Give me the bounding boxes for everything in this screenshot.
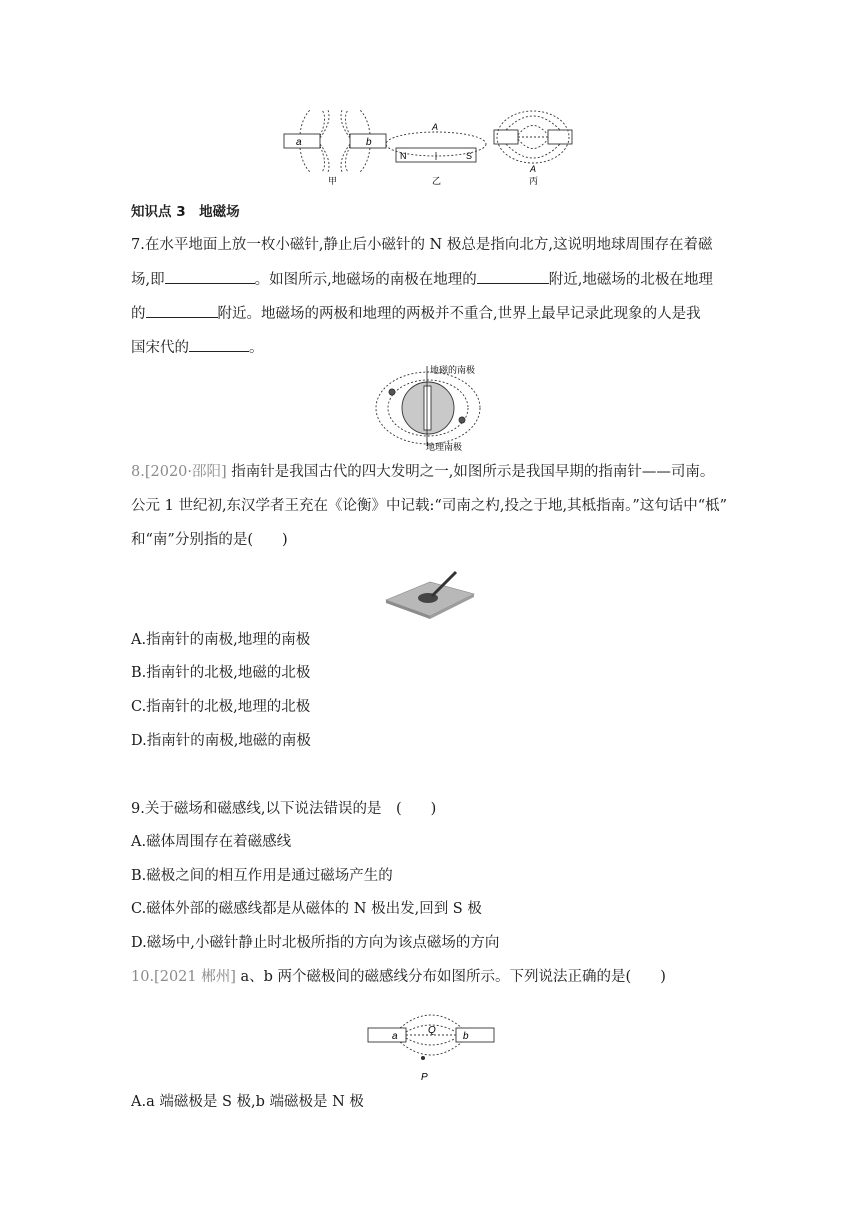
q7-line2: 场,即 。如图所示,地磁场的南极在地理的 附近,地磁场的北极在地理 (131, 269, 713, 290)
q10-stem: 10.[2021 郴州] a、b 两个磁极间的磁感线分布如图所示。下列说法正确的是( ) (131, 969, 666, 985)
q9-option-b[interactable]: B.磁极之间的相互作用是通过磁场产生的 (131, 868, 393, 884)
pole-a-label: a (392, 1031, 398, 1042)
earth-magnetic-field-figure (370, 362, 510, 454)
q8-source-tag: 8.[2020·邵阳] (131, 464, 227, 480)
magnetic-poles-figure (366, 1000, 496, 1086)
q9-option-c[interactable]: C.磁体外部的磁感线都是从磁体的 N 极出发,回到 S 极 (131, 901, 482, 917)
label-jia: 甲 (328, 176, 338, 186)
q7-blank3[interactable] (146, 303, 218, 318)
q8-line2: 公元 1 世纪初,东汉学者王充在《论衡》中记载:“司南之杓,投之于地,其柢指南。”这句话中“柢” (131, 498, 728, 514)
point-Q-label: Q (428, 1025, 436, 1036)
label-b: b (366, 137, 372, 148)
label-S: S (466, 151, 473, 161)
label-bing: 丙 (529, 176, 539, 186)
q7-blank1[interactable] (165, 269, 255, 284)
pole-b-label: b (463, 1031, 469, 1042)
q8-option-a[interactable]: A.指南针的南极,地理的南极 (131, 632, 311, 648)
q10-option-a[interactable]: A.a 端磁极是 S 极,b 端磁极是 N 极 (131, 1094, 364, 1110)
sinan-compass-image (384, 560, 476, 620)
q10-source-tag: 10.[2021 郴州] (131, 969, 236, 985)
point-P-label: P (421, 1072, 428, 1083)
q9-stem: 9.关于磁场和磁感线,以下说法错误的是 ( ) (131, 801, 437, 817)
magnet-field-figure-top (280, 108, 580, 188)
q9-option-a[interactable]: A.磁体周围存在着磁感线 (131, 834, 292, 850)
q8-option-d[interactable]: D.指南针的南极,地磁的南极 (131, 733, 311, 749)
label-yi: 乙 (432, 176, 442, 186)
q7-blank2[interactable] (477, 269, 549, 284)
section-title: 知识点 3 地磁场 (131, 204, 240, 220)
q8-line1: 8.[2020·邵阳] 指南针是我国古代的四大发明之一,如图所示是我国早期的指南针——司南。 (131, 464, 715, 480)
q7-line1: 7.在水平地面上放一枚小磁针,静止后小磁针的 N 极总是指向北方,这说明地球周围存在着磁 (131, 237, 713, 253)
q7-line4: 国宋代的 。 (131, 337, 264, 358)
q8-option-b[interactable]: B.指南针的北极,地磁的北极 (131, 665, 311, 681)
q8-line3: 和“南”分别指的是( ) (131, 532, 288, 548)
label-A-bottom: A (530, 164, 537, 174)
q9-option-d[interactable]: D.磁场中,小磁针静止时北极所指的方向为该点磁场的方向 (131, 935, 500, 951)
geomagnetic-south-label: 地磁的南极 (430, 365, 476, 375)
label-N: N (400, 151, 407, 161)
q7-blank4[interactable] (189, 337, 249, 352)
q8-option-c[interactable]: C.指南针的北极,地理的北极 (131, 699, 311, 715)
q7-line3: 的 附近。地磁场的两极和地理的两极并不重合,世界上最早记录此现象的人是我 (131, 303, 701, 324)
label-A-top: A (432, 122, 439, 132)
geographic-south-label: 地理南极 (426, 442, 463, 452)
label-a: a (296, 137, 302, 148)
